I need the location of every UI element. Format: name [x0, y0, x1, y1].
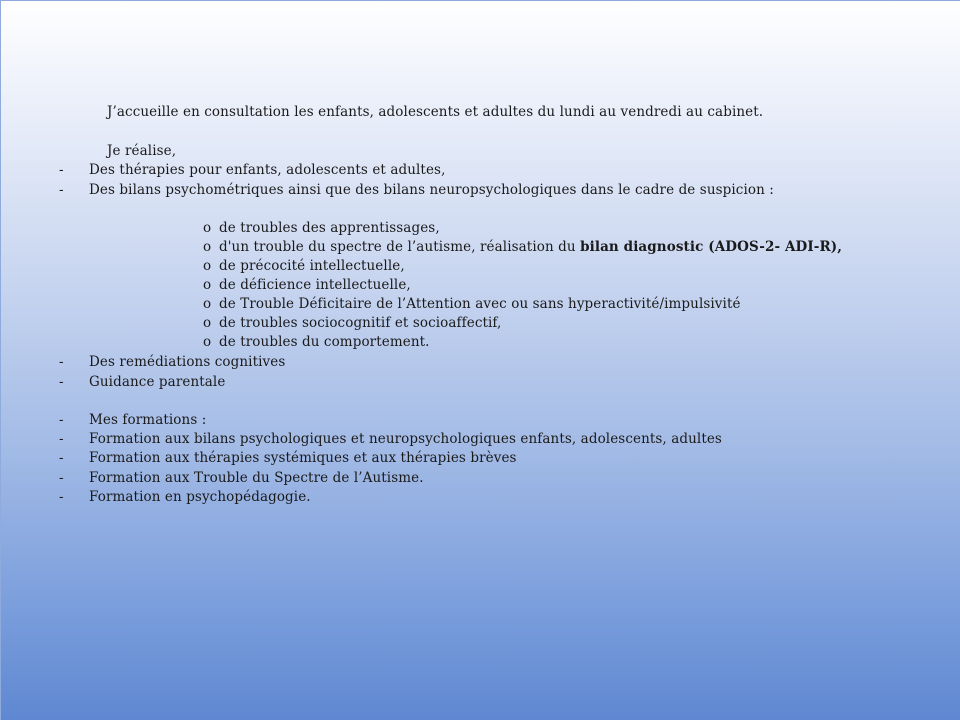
- intro-consultation: J’accueille en consultation les enfants, adolescents et adultes du lundi au vendredi au cabinet.: [107, 104, 764, 120]
- suspicion-item: de Trouble Déficitaire de l’Attention avec ou sans hyperactivité/impulsivité: [219, 296, 741, 312]
- formation-item: Formation aux thérapies systémiques et aux thérapies brèves: [89, 450, 517, 466]
- formation-item: Formation en psychopédagogie.: [89, 489, 311, 505]
- o-marker: o: [203, 258, 212, 274]
- suspicion-item: de déficience intellectuelle,: [219, 277, 411, 293]
- suspicion-item-autisme: [219, 238, 842, 257]
- o-marker: o: [203, 277, 212, 293]
- formation-item: Formation aux bilans psychologiques et neuropsychologiques enfants, adolescents, adultes: [89, 431, 722, 447]
- suspicion-item: de précocité intellectuelle,: [219, 258, 405, 274]
- suspicion-item: de troubles du comportement.: [219, 334, 430, 350]
- formations-header: Mes formations :: [89, 412, 207, 428]
- o-marker: o: [203, 220, 212, 236]
- dash-marker: -: [59, 374, 64, 390]
- dash-marker: -: [59, 489, 64, 505]
- o-marker: o: [203, 239, 212, 255]
- suspicion-item: de troubles des apprentissages,: [219, 220, 440, 236]
- suspicion-item-text: d'un trouble du spectre de l’autisme, réalisation du: [219, 239, 581, 255]
- o-marker: o: [203, 315, 212, 331]
- o-marker: o: [203, 296, 212, 312]
- service-guidance: Guidance parentale: [89, 374, 226, 390]
- formation-item: Formation aux Trouble du Spectre de l’Autisme.: [89, 470, 424, 486]
- service-therapies: Des thérapies pour enfants, adolescents et adultes,: [89, 162, 446, 178]
- dash-marker: -: [59, 450, 64, 466]
- bilan-diagnostic-bold: bilan diagnostic (ADOS-2- ADI-R),: [580, 239, 843, 255]
- dash-marker: -: [59, 412, 64, 428]
- suspicion-item: de troubles sociocognitif et socioaffectif,: [219, 315, 502, 331]
- service-bilans: Des bilans psychométriques ainsi que des bilans neuropsychologiques dans le cadre de suspicion :: [89, 182, 774, 198]
- dash-marker: -: [59, 182, 64, 198]
- dash-marker: -: [59, 470, 64, 486]
- intro-realise: Je réalise,: [107, 143, 177, 159]
- dash-marker: -: [59, 162, 64, 178]
- dash-marker: -: [59, 431, 64, 447]
- dash-marker: -: [59, 354, 64, 370]
- service-remediations: Des remédiations cognitives: [89, 354, 286, 370]
- o-marker: o: [203, 334, 212, 350]
